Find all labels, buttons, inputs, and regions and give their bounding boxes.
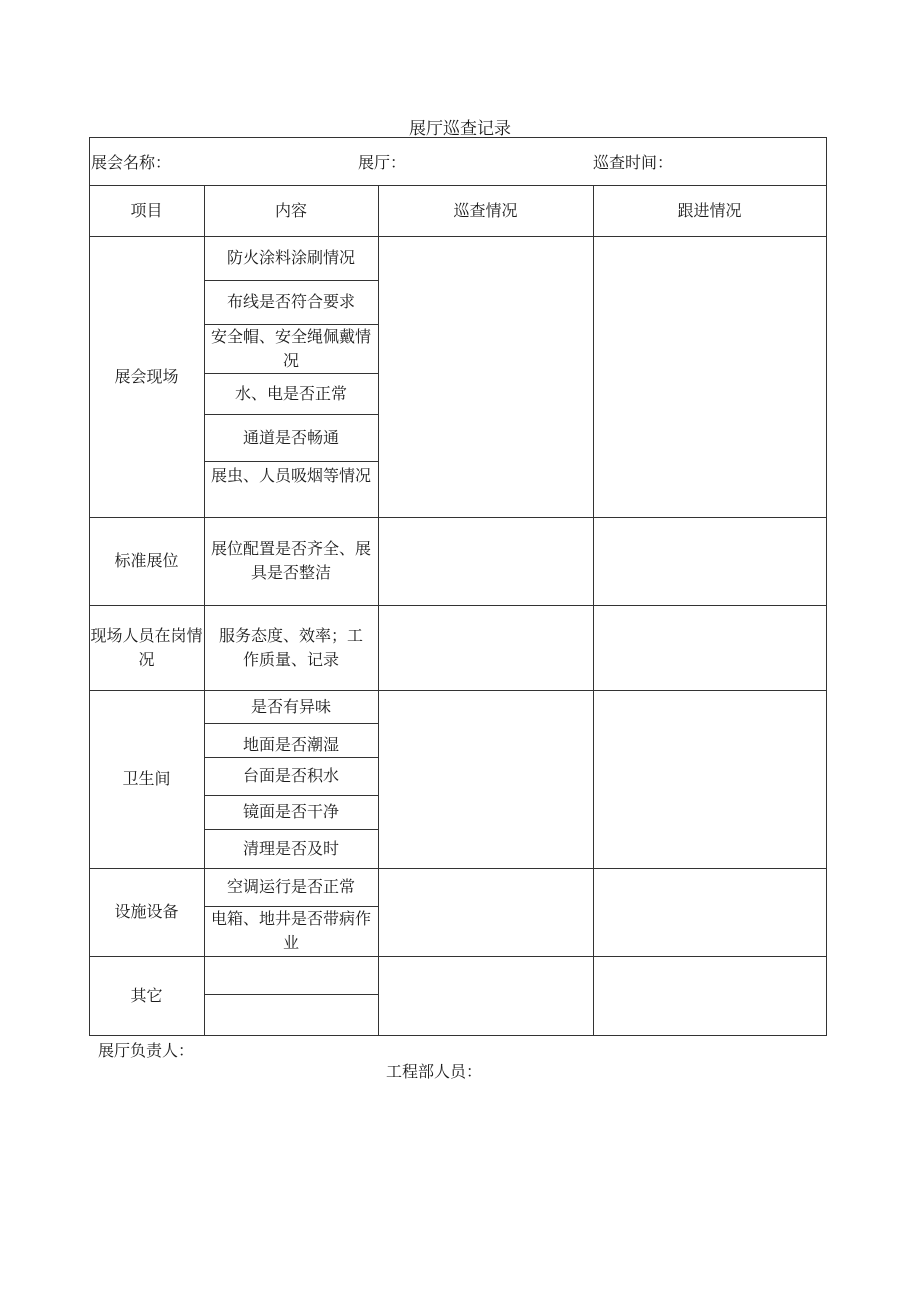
item-other: 其它	[130, 985, 163, 1005]
column-header-item: 项目	[130, 200, 163, 220]
content-cell: 展虫、人员吸烟等情况	[210, 466, 371, 485]
content-cell	[204, 994, 378, 1035]
content-cell: 安全帽、安全绳佩戴情况	[210, 326, 371, 370]
exhibition-name-field: 展会名称：	[91, 153, 172, 172]
content-cell: 镜面是否干净	[242, 802, 339, 821]
content-cell: 展位配置是否齐全、展具是否整洁	[210, 539, 371, 582]
engineering-staff-signature: 工程部人员：	[386, 1062, 483, 1081]
item-standard-booth: 标准展位	[114, 551, 179, 570]
content-cell: 水、电是否正常	[234, 383, 347, 403]
content-cell: 通道是否畅通	[242, 427, 339, 447]
hall-field: 展厅：	[358, 153, 407, 172]
column-header-inspection: 巡查情况	[453, 200, 518, 220]
content-cell: 防火涂料涂刷情况	[226, 248, 355, 267]
content-cell: 地面是否潮湿	[242, 735, 339, 754]
column-divider	[378, 185, 379, 1035]
content-cell: 电箱、地井是否带病作业	[210, 909, 371, 952]
content-cell: 清理是否及时	[242, 838, 339, 858]
content-cell: 台面是否积水	[242, 766, 339, 785]
column-header-followup: 跟进情况	[677, 200, 742, 220]
content-cell: 服务态度、效率；工作质量、记录	[218, 625, 363, 669]
table-border-top	[89, 137, 827, 138]
page-title: 展厅巡查记录	[409, 119, 511, 139]
item-staff-on-duty: 现场人员在岗情况	[90, 625, 203, 669]
table-border-right	[826, 137, 827, 1035]
item-facilities: 设施设备	[114, 902, 179, 921]
column-header-content: 内容	[274, 200, 307, 220]
inspection-time-field: 巡查时间：	[593, 153, 674, 172]
hall-manager-signature: 展厅负责人：	[98, 1041, 195, 1060]
column-divider	[593, 185, 594, 1035]
item-restroom: 卫生间	[122, 769, 171, 788]
content-cell	[204, 956, 378, 994]
content-cell: 空调运行是否正常	[226, 877, 355, 896]
content-cell: 布线是否符合要求	[226, 292, 355, 311]
item-exhibition-site: 展会现场	[114, 366, 179, 386]
table-border-bottom	[89, 1035, 827, 1036]
content-cell: 是否有异味	[250, 696, 331, 716]
